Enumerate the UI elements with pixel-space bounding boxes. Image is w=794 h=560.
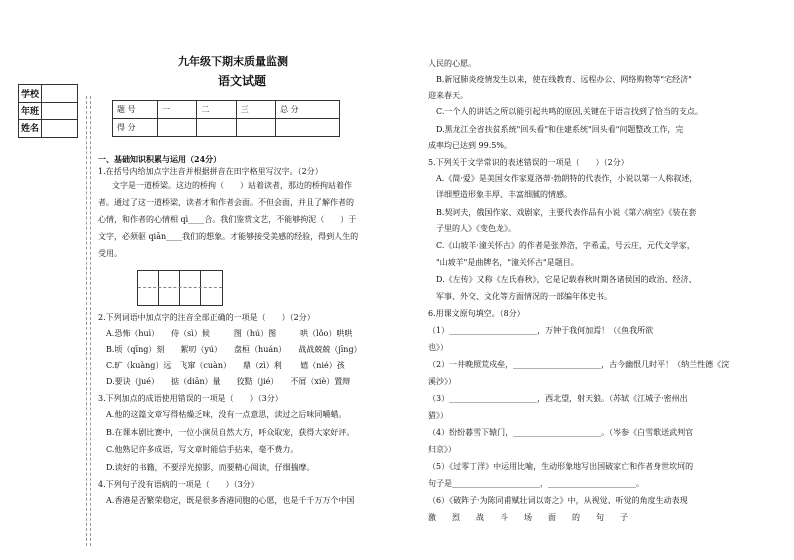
- q2-option-a: A.恐怖（huì） 侍（sì）候 图（hú）图 哄（lǒo）哄哄: [106, 329, 353, 338]
- table-cell: 总 分: [276, 101, 340, 119]
- writing-grid[interactable]: [137, 270, 223, 306]
- score-input-cell[interactable]: [158, 119, 197, 137]
- score-input-cell[interactable]: [236, 119, 275, 137]
- q5-option-c-cont: "山坡羊"是曲牌名，"潼关怀古"是题目。: [436, 258, 579, 267]
- section-heading: 一、基础知识积累与运用（24分）: [98, 154, 222, 164]
- table-row: [113, 119, 340, 137]
- q1-passage-line: 心情，和作者的心情相 qì____合。我们鉴赏文艺，不能够拘泥（ ）于: [98, 215, 357, 224]
- q6-item[interactable]: （2）一井晚照荒戍垒，______________________，古今幽恨几时平！（纳兰性德《浣: [428, 360, 730, 369]
- q6-item: 也》）: [428, 343, 448, 352]
- q6-item: （6）《破阵子·为陈同甫赋壮词以寄之》中，从视觉、听觉的角度生动表现: [428, 496, 688, 505]
- exam-title: 九年级下期末质量监测: [178, 55, 288, 68]
- q2-option-d: D.要诀（jué） 掂（diān）量 狡黠（jié） 不屑（xiè）置辩: [106, 377, 351, 386]
- q3-option-d: D.读好的书籍，不要浮光掠影，而要精心阅读，仔细揣摩。: [106, 463, 315, 472]
- q4-option-d: D.黑龙江全省扶贫系统"回头看"和住建系统"回头看"问题整改工作，完: [436, 125, 684, 134]
- q6-item[interactable]: （1）______________________，万钟于我何加焉！（《鱼我所欲: [428, 326, 654, 335]
- q5-stem: 5.下列关于文学常识的表述错误的一项是（ ）（2分）: [428, 158, 629, 167]
- q5-option-c: C.《山坡羊·潼关怀古》的作者是张养浩，字希孟，号云庄，元代文学家，: [436, 241, 695, 250]
- q1-passage-line: 受用。: [98, 249, 122, 258]
- q1-passage-line: 者。通过了这一道桥梁，读者才和作者会面。不但会面，并且了解作者的: [98, 198, 354, 207]
- score-input-cell[interactable]: [276, 119, 340, 137]
- table-cell: 题 号: [113, 101, 158, 119]
- q6-item: 猎》）: [428, 411, 448, 420]
- q1-passage-line: 文字，必须驱 qiān____我们的想象。才能够接受美感的经验，得到人生的: [98, 232, 359, 241]
- q4-continued: 人民的心愿。: [428, 59, 476, 68]
- name-label: 姓名: [21, 124, 40, 134]
- exam-subtitle: 语文试题: [218, 74, 267, 88]
- school-label: 学校: [21, 90, 40, 100]
- q6-item: 激 烈 战 斗 场 面 的 句 子: [428, 513, 628, 522]
- q3-option-b: B.在课本剧比赛中，一位小演员自然大方，呼众取宠，获得大家好评。: [106, 428, 355, 437]
- table-cell: 得 分: [113, 119, 158, 137]
- q4-stem: 4.下列句子没有语病的一项是（ ）（3分）: [98, 480, 259, 489]
- class-label: 年班: [21, 107, 40, 117]
- q6-stem: 6.用课文原句填空。（8分）: [428, 309, 525, 318]
- student-info-box: [18, 84, 78, 138]
- q3-option-c: C.他熟记许多成语，写文章时能信手拈来，毫不费力。: [106, 445, 299, 454]
- q4-option-c: C.一个人的讲话之所以能引起共鸣的原因,关键在于语言找到了恰当的支点。: [436, 107, 703, 116]
- q6-item: 溪沙》）: [428, 377, 456, 386]
- table-cell: 一: [158, 101, 197, 119]
- q5-option-d: D.《左传》又称《左氏春秋》，它是记载春秋时期各诸侯国的政治、经济、: [436, 275, 697, 284]
- q1-passage-line: 文字是一道桥梁。这边的桥拘（ ）站着读者，那边的桥拘站着作: [112, 181, 352, 190]
- q3-stem: 3.下列加点的成语使用错误的一项是（ ）（3分）: [98, 394, 283, 403]
- q4-option-d-cont: 成率均已达到 99.5%。: [428, 141, 512, 150]
- q4-option-b-cont: 迎来春天。: [428, 91, 468, 100]
- table-cell: 二: [197, 101, 236, 119]
- score-table: [112, 100, 340, 137]
- q4-option-b: B.新冠肺炎疫情发生以来，使在线教育、远程办公、网络购物等"宅经济": [436, 75, 692, 84]
- binding-line: [90, 96, 91, 546]
- q2-option-b: B.顷（qīng）刻 絮叨（yú） 盘桓（huán） 战战兢兢（jīng）: [106, 345, 362, 354]
- q6-item: （5）《过零丁洋》中运用比喻，生动形象地写出国破家亡和作者身世坎坷的: [428, 462, 694, 471]
- binding-line: [86, 96, 87, 546]
- q6-item[interactable]: 句子是______________________，______________________。: [428, 479, 644, 488]
- q6-item[interactable]: （3）______________________，西北望，射天狼。（苏轼《江城子·密州出: [428, 394, 688, 403]
- table-row: [113, 101, 340, 119]
- score-input-cell[interactable]: [197, 119, 236, 137]
- q3-option-a: A.他的这篇文章写得枯燥乏味，没有一点意思，读过之后味同嚼蜡。: [106, 410, 347, 419]
- q2-option-c: C.旷（kuàng）远 飞窜（cuàn） 鼎（zì）利 嬉（nié）孩: [106, 361, 345, 370]
- q5-option-d-cont: 军事、外交、文化等方面情况的一部编年体史书。: [436, 292, 612, 301]
- q4-option-a: A.香港是否繁荣稳定，既是很多香港同胞的心愿，也是千千万万个中国: [106, 496, 355, 505]
- q5-option-b: B.契诃夫，俄国作家、戏剧家，主要代表作品有小说《第六病室》《装在套: [436, 208, 697, 217]
- q1-stem: 1.在括号内给加点字注音并根据拼音在田字格里写汉字。（2分）: [98, 167, 323, 176]
- q5-option-a: A.《简·爱》是美国女作家夏洛蒂·勃朗特的代表作，小说以第一人称叙述，: [436, 174, 698, 183]
- q2-stem: 2.下列词语中加点字的注音全部正确的一项是（ ）（2分）: [98, 313, 315, 322]
- table-cell: 三: [236, 101, 275, 119]
- q6-item: 归京》）: [428, 445, 456, 454]
- q5-option-a-cont: 详细塑造形象丰厚、丰富细腻的情感。: [436, 190, 572, 199]
- q5-option-b-cont: 子里的人》《变色龙》。: [436, 224, 516, 233]
- q6-item[interactable]: （4）纷纷暮雪下辕门，______________________。（岑参《白雪歌送武判官: [428, 428, 694, 437]
